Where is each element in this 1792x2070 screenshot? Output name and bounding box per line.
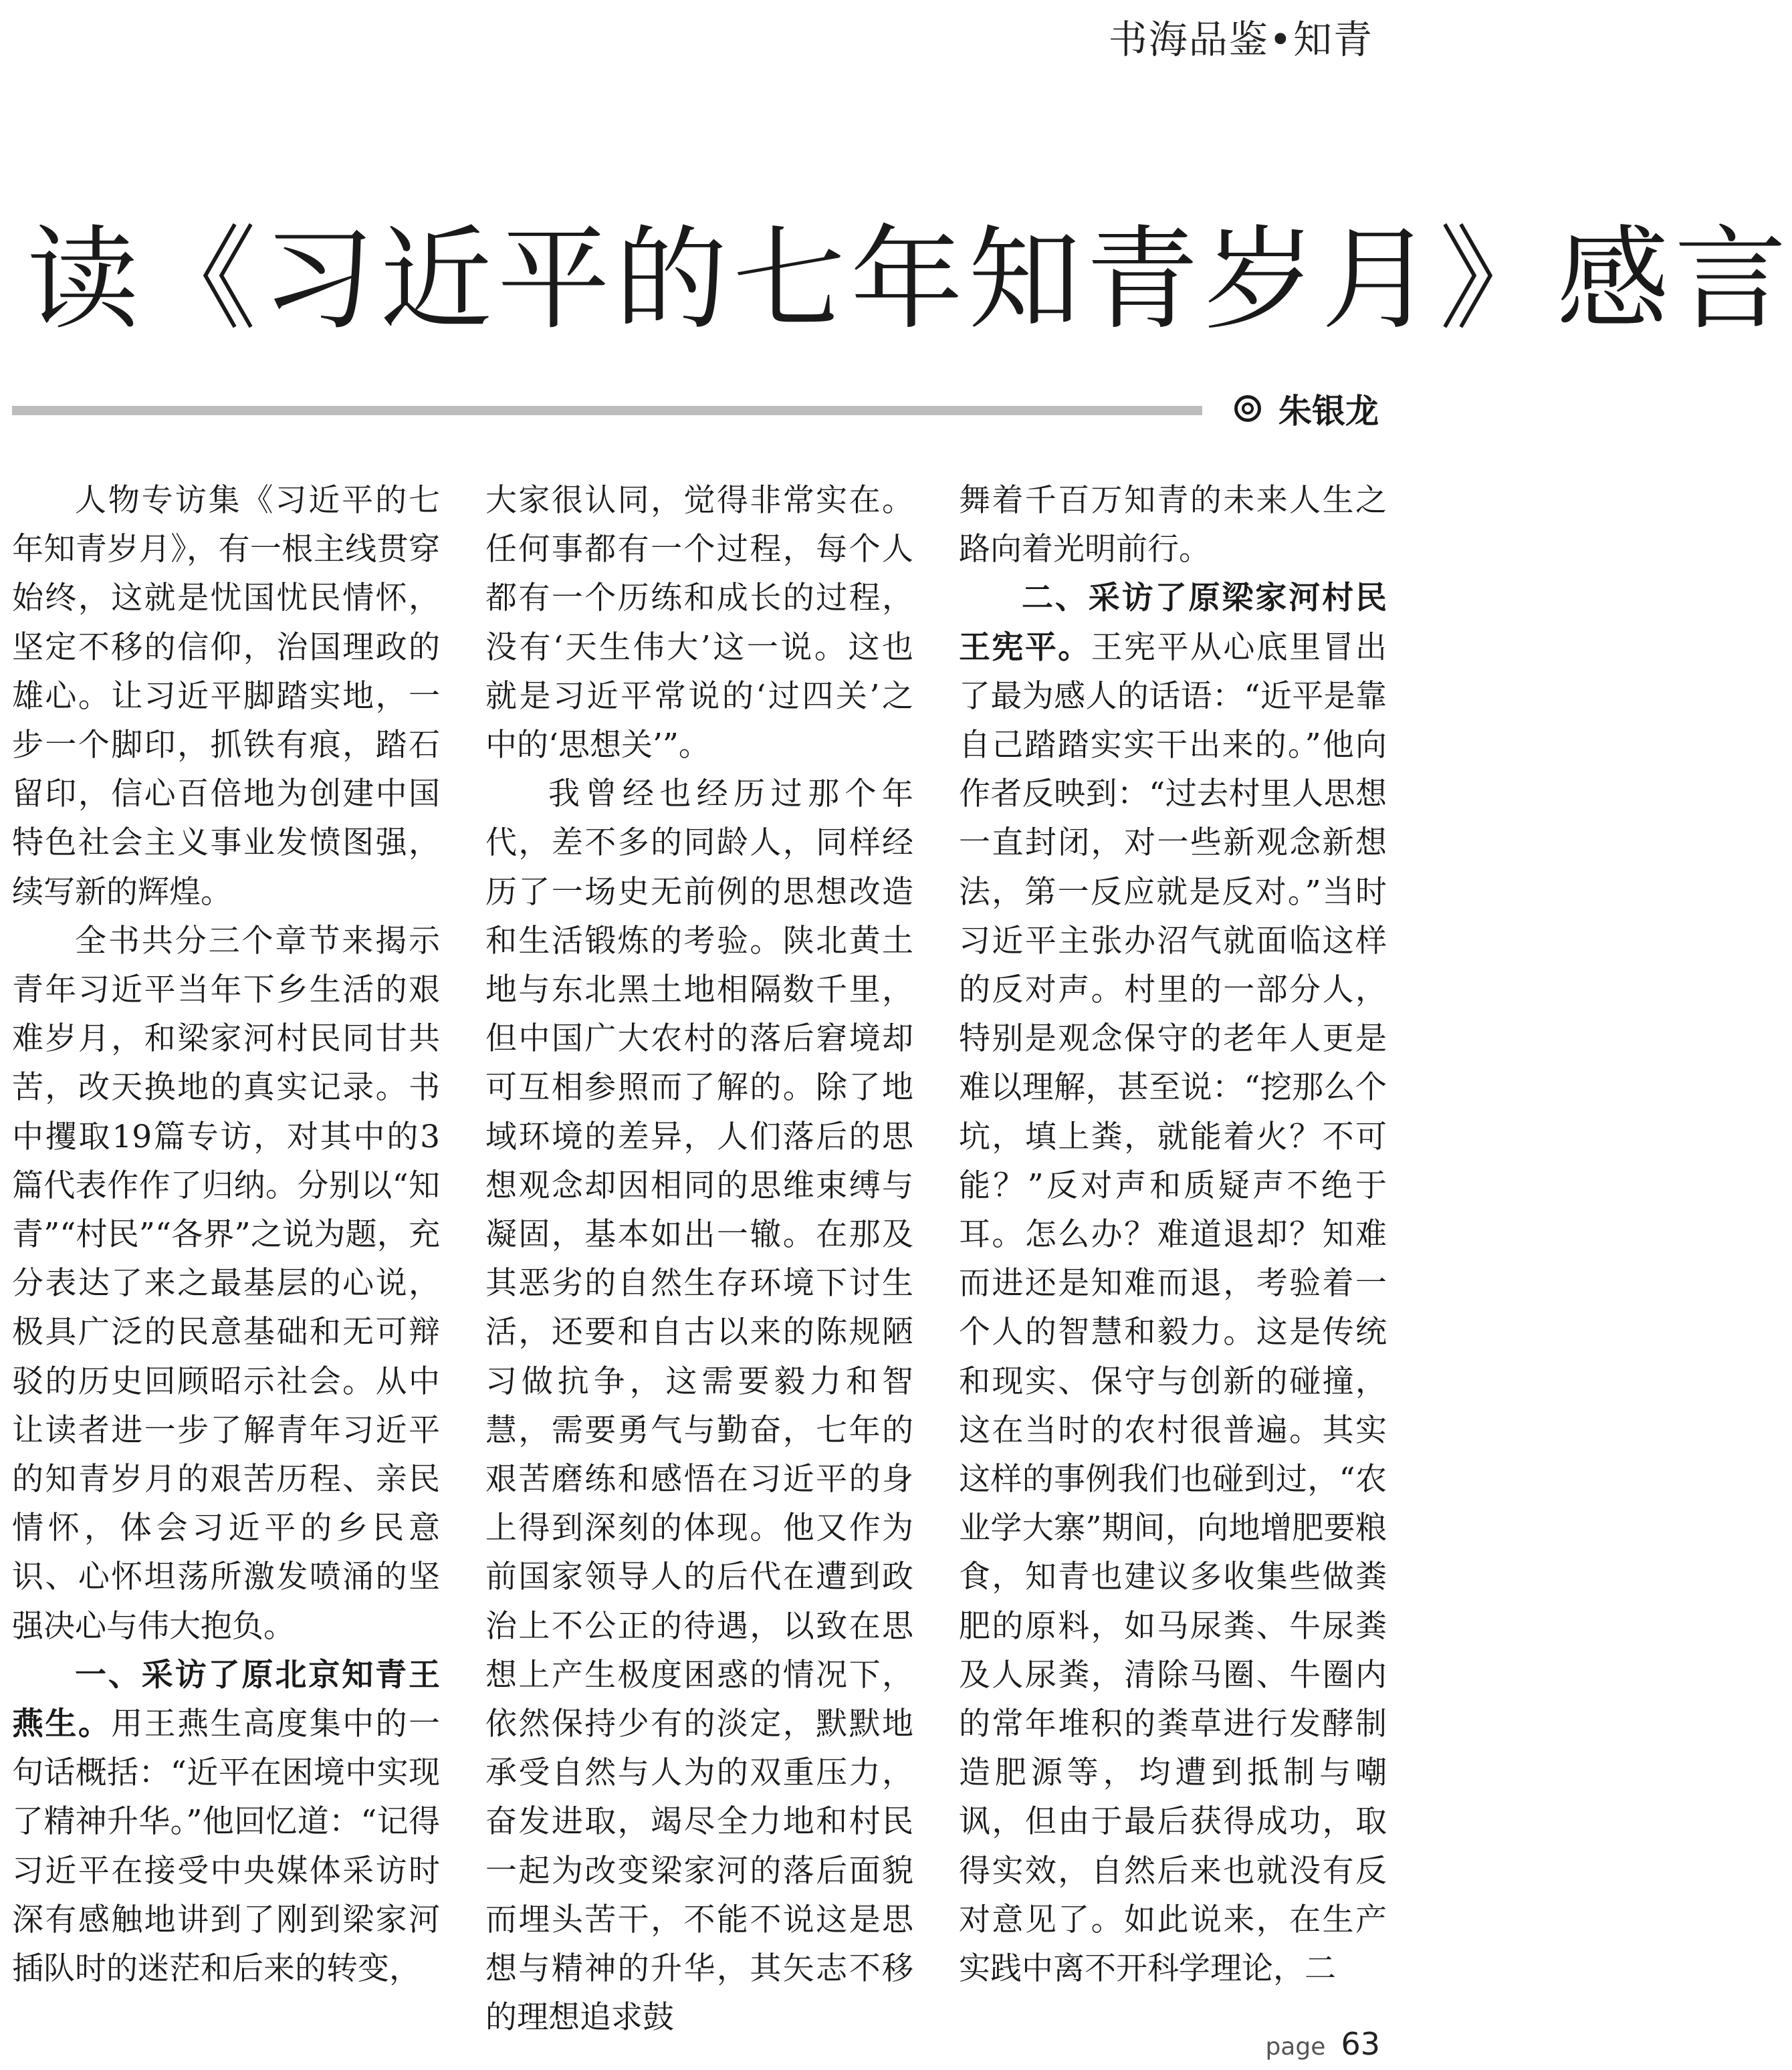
paragraph: 大家很认同，觉得非常实在。任何事都有一个过程，每个人都有一个历练和成长的过程，没有‘天生伟大’这一说。这也就是习近平常说的‘过四关’之中的‘思想关’”。 [485, 482, 913, 764]
paragraph: 舞着千百万知青的未来人生之路向着光明前行。 [959, 482, 1387, 568]
section-heading: 一、采访了原北京知青王燕生。 [12, 1656, 440, 1743]
paragraph: 全书共分三个章节来揭示青年习近平当年下乡生活的艰难岁月，和梁家河村民同甘共苦，改天换地的真实记录。书中攫取19篇专访，对其中的3篇代表作作了归纳。分别以“知青”“村民”“各界”之说为题，充分表达了来之最基层的心说，极具广泛的民意基础和无可辩驳的历史回顾昭示社会。从中让读者进一步了解青年习近平的知青岁月的艰苦历程、亲民情怀，体会习近平的乡民意识、心怀坦荡所激发喷涌的坚强决心与伟大抱负。 [12, 922, 440, 1645]
paragraph: 二、采访了原梁家河村民王宪平。王宪平从心底里冒出了最为感人的话语：“近平是靠自己踏踏实实干出来的。”他向作者反映到：“过去村里人思想一直封闭，对一些新观念新想法，第一反应就是反对。”当时习近平主张办沼气就面临这样的反对声。村里的一部分人，特别是观念保守的老年人更是难以理解，甚至说：“挖那么个坑，填上粪，就能着火？不可能？”反对声和质疑声不绝于耳。怎么办？难道退却？知难而进还是知难而退，考验着一个人的智慧和毅力。这是传统和现实、保守与创新的碰撞，这在当时的农村很普遍。其实这样的事例我们也碰到过，“农业学大寨”期间，向地增肥要粮食，知青也建议多收集些做粪肥的原料，如马尿粪、牛尿粪及人尿粪，清除马圈、牛圈内的常年堆积的粪草进行发酵制造肥源等，均遭到抵制与嘲讽，但由于最后获得成功，取得实效，自然后来也就没有反对意见了。如此说来，在生产实践中离不开科学理论，二 [959, 580, 1387, 1988]
article-column-3 [959, 476, 1387, 1993]
article-title: 读《习近平的七年知青岁月》感言 [27, 214, 1792, 345]
page-label: page [1265, 2033, 1326, 2061]
author-byline [1234, 384, 1379, 433]
title-divider [12, 406, 1202, 415]
paragraph: 我曾经也经历过那个年代，差不多的同龄人，同样经历了一场史无前例的思想改造和生活锻炼的考验。陕北黄土地与东北黑土地相隔数千里，但中国广大农村的落后窘境却可互相参照而了解的。除了地域环境的差异，人们落后的思想观念却因相同的思维束缚与凝固，基本如出一辙。在那及其恶劣的自然生存环境下讨生活，还要和自古以来的陈规陋习做抗争，这需要毅力和智慧，需要勇气与勤奋，七年的艰苦磨练和感悟在习近平的身上得到深刻的体现。他又作为前国家领导人的后代在遭到政治上不公正的待遇，以致在思想上产生极度困惑的情况下，依然保持少有的淡定，默默地承受自然与人为的双重压力，奋发进取，竭尽全力地和村民一起为改变梁家河的落后面貌而埋头苦干，不能不说这是思想与精神的升华，其矢志不移的理想追求鼓 [485, 776, 913, 2037]
paragraph: 人物专访集《习近平的七年知青岁月》，有一根主线贯穿始终，这就是忧国忧民情怀，坚定不移的信仰，治国理政的雄心。让习近平脚踏实地，一步一个脚印，抓铁有痕，踏石留印，信心百倍地为创建中国特色社会主义事业发愤图强，续写新的辉煌。 [12, 482, 440, 911]
page-number: 63 [1341, 2026, 1380, 2062]
article-column-1 [12, 476, 440, 1993]
section-heading: 二、采访了原梁家河村民王宪平。 [959, 580, 1387, 666]
page-footer [1265, 2026, 1380, 2062]
section-header: 书海品鉴•知青 [1108, 17, 1373, 62]
double-circle-icon [1234, 395, 1261, 422]
article-column-2 [485, 476, 913, 2043]
paragraph: 一、采访了原北京知青王燕生。用王燕生高度集中的一句话概括：“近平在困境中实现了精神升华。”他回忆道：“记得习近平在接受中央媒体采访时深有感触地讲到了刚到梁家河插队时的迷茫和后来的转变， [12, 1656, 440, 1988]
author-name: 朱银龙 [1278, 392, 1379, 431]
